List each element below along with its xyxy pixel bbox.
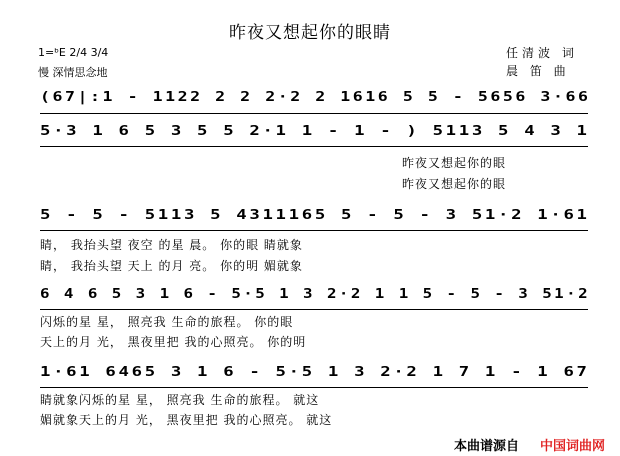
notation-line: 6 4 6 5 3 1 6 - 5·5 1 3 2·2 1 1 5 - 5 - 3 51·2	[40, 287, 591, 302]
lyricist-credit: 任清波 词	[506, 46, 578, 60]
lyric-line: 昨夜又想起你的眼	[402, 156, 507, 170]
composer-credit: 晨 笛 曲	[506, 64, 570, 78]
lyric-line: 睛， 我抬头望 天上 的月 亮。 你的明 媚就象	[40, 259, 303, 273]
lyric-line: 睛就象闪烁的星 星， 照亮我 生命的旅程。 就这	[40, 393, 320, 407]
beam-underline	[40, 309, 588, 310]
tempo-marking: 慢 深情思念地	[38, 66, 108, 79]
notation-line: (67|:1 - 1122 2 2 2·2 2 1616 5 5 - 5656 3·66	[40, 90, 591, 105]
notation-line: 5·3 1 6 5 3 5 5 2·1 1 - 1 - ) 5113 5 4 3 1	[40, 124, 590, 139]
source-site-link[interactable]: 中国词曲网	[540, 439, 606, 454]
key-signature: 1=ᵇE 2/4 3/4	[38, 46, 109, 59]
lyric-line: 昨夜又想起你的眼	[402, 177, 507, 191]
lyric-line: 媚就象天上的月 光， 黑夜里把 我的心照亮。 就这	[40, 413, 333, 427]
lyric-line: 天上的月 光， 黑夜里把 我的心照亮。 你的明	[40, 335, 307, 349]
lyric-line: 闪烁的星 星， 照亮我 生命的旅程。 你的眼	[40, 315, 294, 329]
lyric-line: 睛， 我抬头望 夜空 的星 晨。 你的眼 睛就象	[40, 238, 303, 252]
notation-line: 5 - 5 - 5113 5 4311165 5 - 5 - 3 51·2 1·61	[40, 208, 590, 223]
source-label: 本曲谱源自	[454, 439, 520, 454]
beam-underline	[40, 146, 588, 147]
song-title: 昨夜又想起你的眼睛	[229, 23, 391, 43]
beam-underline	[40, 113, 588, 114]
beam-underline	[40, 230, 588, 231]
beam-underline	[40, 387, 588, 388]
notation-line: 1·61 6465 3 1 6 - 5·5 1 3 2·2 1 7 1 - 1 67	[40, 365, 590, 380]
